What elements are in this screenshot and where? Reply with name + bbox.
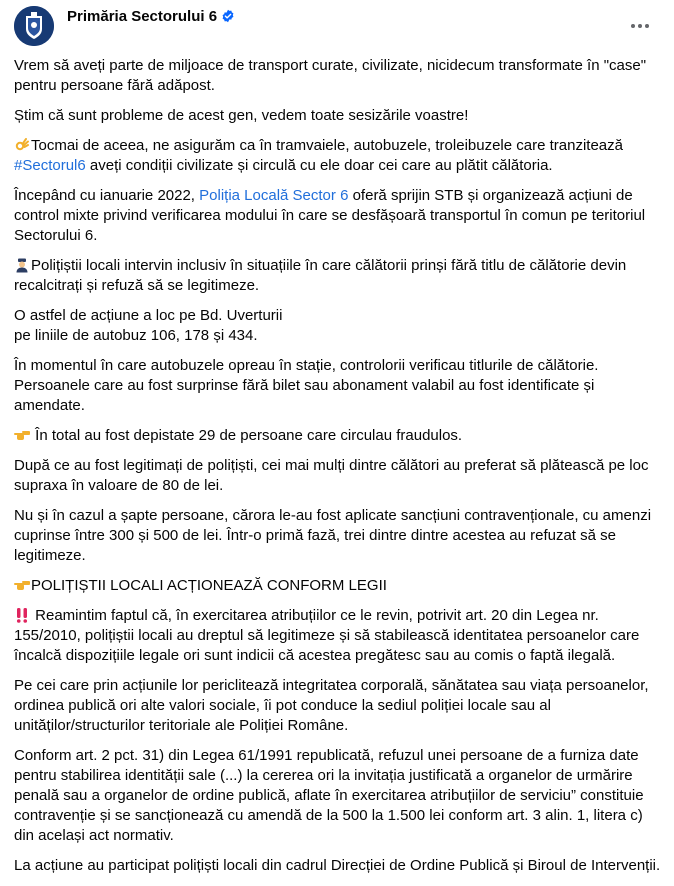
post-header [12, 4, 662, 48]
pointing-hand-emoji-icon [14, 577, 30, 593]
post-text: Tocmai de aceea, ne asigurăm ca în tramvaiele, autobuzele, troleibuzele care tranzitează [31, 137, 623, 154]
more-options-icon [631, 24, 635, 28]
ok-hand-emoji-icon [14, 137, 30, 153]
post-paragraph: La acțiune au participat polițiști locali din cadrul Direcției de Ordine Publică și Biroul de Intervenții. [14, 857, 661, 874]
page-name[interactable] [67, 8, 235, 25]
post-text: Reamintim faptul că, în exercitarea atribuțiilor ce le revin, potrivit art. 20 din Legea nr. 155/2010, polițiștii locali au dreptul să legitimeze și să stabilească identitatea persoanelor care încalcă dispozițiile legale ori sunt indicii că acestea pregătesc sau au comis o faptă ilegală. [14, 607, 640, 664]
post-paragraph: Nu și în cazul a șapte persoane, cărora le-au fost aplicate sancțiuni contravenționale, cu amenzi cuprinse între 300 și 500 de lei. Într-o primă fază, trei dintre dintre acestea au refuzat să se legitimeze. [14, 507, 652, 564]
hashtag-link[interactable]: #Sectorul6 [14, 157, 86, 174]
double-exclamation-emoji-icon [14, 607, 30, 623]
pointing-hand-emoji-icon [14, 427, 30, 443]
page-name-text[interactable]: Primăria Sectorului 6 [67, 8, 218, 25]
more-options-button[interactable] [622, 10, 658, 42]
post-text: POLIȚIȘTII LOCALI ACȚIONEAZĂ CONFORM LEGII [31, 577, 387, 594]
post-paragraph [14, 186, 662, 246]
post-paragraph: Știm că sunt probleme de acest gen, vedem toate sesizările voastre! [14, 107, 469, 124]
post-paragraph [14, 606, 662, 666]
post-text: O astfel de acțiune a loc pe Bd. Uverturii [14, 307, 283, 324]
post-text: În total au fost depistate 29 de persoane care circulau fraudulos. [31, 427, 463, 444]
post-paragraph: Conform art. 2 pct. 31) din Legea 61/1991 republicată, refuzul unei persoane de a furniza date pentru stabilirea identității sale (...) la cererea ori la invitația justificată a organelor de urmărire penală sau a organelor de ordine publică, aflate în exercitarea atribuțiilor de serviciu” constituie contravenție și se sancționează cu amendă de la 500 la 1.500 lei conform art. 3 alin. 1, litera c) din același act normativ. [14, 747, 644, 844]
post-text: Polițiștii locali intervin inclusiv în situațiile în care călătorii prinși fără titlu de călătorie devin recalcitrați și refuză să se legitimeze. [14, 257, 627, 294]
post-paragraph: În momentul în care autobuzele opreau în stație, controlorii verificau titlurile de călătorie. Persoanele care au fost surprinse fără bilet sau abonament valabil au fost identificate și amendate. [14, 357, 599, 414]
more-options-icon-dot [638, 24, 642, 28]
post-text: pe liniile de autobuz 106, 178 și 434. [14, 327, 258, 344]
post-paragraph [14, 136, 662, 176]
post-text: Începând cu ianuarie 2022, [14, 187, 200, 204]
post-paragraph [14, 256, 662, 296]
post-paragraph [14, 426, 662, 446]
post-text: oferă sprijin STB și organizează acțiuni de control mixte privind verificarea modului în care se desfășoară transportul în comun pe teritoriul Sectorului 6. [14, 187, 646, 244]
post-paragraph [14, 306, 662, 346]
post-body [14, 56, 662, 886]
crest-logo-icon [14, 6, 54, 46]
post-paragraph: Pe cei care prin acțiunile lor periclitează integritatea corporală, sănătatea sau viața persoanelor, ordinea publică ori alte valori sociale, îi pot conduce la sediul poliției locale sau al unităților/structurilor teritoriale ale Poliției Române. [14, 677, 649, 734]
police-officer-emoji-icon [14, 257, 30, 273]
post-paragraph: După ce au fost legitimați de polițiști, cei mai mulți dintre călători au preferat să plătească pe loc supraxa în valoare de 80 de lei. [14, 457, 649, 494]
police-page-link[interactable]: Poliția Locală Sector 6 [199, 187, 349, 204]
post-paragraph: Vrem să aveți parte de miljoace de transport curate, civilizate, nicidecum transformate în "case" pentru persoane fără adăpost. [14, 57, 647, 94]
post-paragraph [14, 576, 662, 596]
verified-badge-icon [221, 9, 235, 23]
post-text: aveți condiții civilizate și circulă cu ele doar cei care au plătit călătoria. [85, 157, 553, 174]
more-options-icon-dot [645, 24, 649, 28]
page-avatar[interactable] [14, 6, 54, 46]
